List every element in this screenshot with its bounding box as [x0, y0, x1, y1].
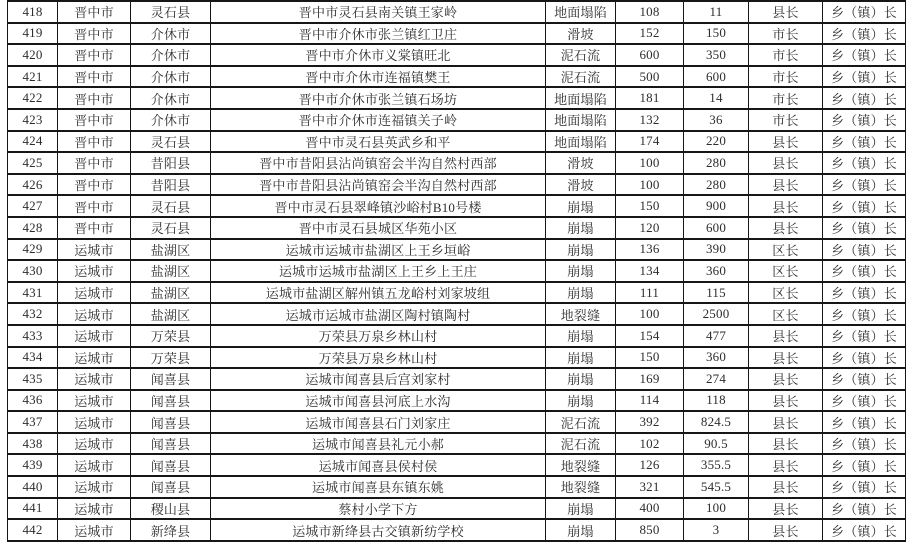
row-number-cell: 430 [8, 260, 58, 282]
value1-cell: 136 [616, 239, 684, 261]
row-number-cell: 432 [8, 303, 58, 325]
table-row [8, 260, 906, 282]
row-number-cell: 441 [8, 498, 58, 520]
hazard-type-cell: 崩塌 [546, 260, 616, 282]
township-leader-cell: 乡（镇）长 [823, 433, 906, 455]
location-cell: 运城市闻喜县东镇东姚 [211, 476, 546, 498]
township-leader-cell: 乡（镇）长 [823, 44, 906, 66]
value2-cell: 390 [684, 239, 749, 261]
table-row [8, 368, 906, 390]
township-leader-cell: 乡（镇）长 [823, 195, 906, 217]
township-leader-cell: 乡（镇）长 [823, 1, 906, 23]
county-cell: 闻喜县 [131, 476, 211, 498]
city-cell: 晋中市 [58, 174, 131, 196]
row-number-cell: 442 [8, 519, 58, 541]
value1-cell: 150 [616, 195, 684, 217]
county-cell: 闻喜县 [131, 433, 211, 455]
value1-cell: 600 [616, 44, 684, 66]
value2-cell: 90.5 [684, 433, 749, 455]
township-leader-cell: 乡（镇）长 [823, 87, 906, 109]
location-cell: 万荣县万泉乡林山村 [211, 347, 546, 369]
table-row [8, 303, 906, 325]
value2-cell: 2500 [684, 303, 749, 325]
value1-cell: 154 [616, 325, 684, 347]
township-leader-cell: 乡（镇）长 [823, 282, 906, 304]
leader-cell: 市长 [749, 23, 823, 45]
hazard-type-cell: 崩塌 [546, 217, 616, 239]
value1-cell: 100 [616, 174, 684, 196]
location-cell: 晋中市灵石县英武乡和平 [211, 131, 546, 153]
township-leader-cell: 乡（镇）长 [823, 498, 906, 520]
value1-cell: 100 [616, 303, 684, 325]
city-cell: 运城市 [58, 303, 131, 325]
value1-cell: 181 [616, 87, 684, 109]
hazard-type-cell: 崩塌 [546, 368, 616, 390]
leader-cell: 县长 [749, 433, 823, 455]
hazard-type-cell: 地面塌陷 [546, 131, 616, 153]
row-number-cell: 427 [8, 195, 58, 217]
value1-cell: 134 [616, 260, 684, 282]
table-row [8, 109, 906, 131]
township-leader-cell: 乡（镇）长 [823, 347, 906, 369]
hazard-type-cell: 滑坡 [546, 23, 616, 45]
location-cell: 晋中市灵石县南关镇王家岭 [211, 1, 546, 23]
value2-cell: 360 [684, 260, 749, 282]
city-cell: 晋中市 [58, 152, 131, 174]
location-cell: 运城市运城市盐湖区上王乡上王庄 [211, 260, 546, 282]
city-cell: 晋中市 [58, 217, 131, 239]
hazard-type-cell: 泥石流 [546, 411, 616, 433]
table-row [8, 174, 906, 196]
leader-cell: 区长 [749, 303, 823, 325]
value1-cell: 111 [616, 282, 684, 304]
county-cell: 盐湖区 [131, 282, 211, 304]
hazard-type-cell: 地裂缝 [546, 476, 616, 498]
value2-cell: 274 [684, 368, 749, 390]
table-row [8, 390, 906, 412]
city-cell: 晋中市 [58, 23, 131, 45]
leader-cell: 市长 [749, 66, 823, 88]
county-cell: 灵石县 [131, 131, 211, 153]
county-cell: 闻喜县 [131, 390, 211, 412]
table-row [8, 195, 906, 217]
row-number-cell: 437 [8, 411, 58, 433]
row-number-cell: 436 [8, 390, 58, 412]
city-cell: 运城市 [58, 282, 131, 304]
row-number-cell: 423 [8, 109, 58, 131]
location-cell: 晋中市灵石县城区华苑小区 [211, 217, 546, 239]
city-cell: 运城市 [58, 239, 131, 261]
table-row [8, 217, 906, 239]
value1-cell: 108 [616, 1, 684, 23]
leader-cell: 市长 [749, 109, 823, 131]
township-leader-cell: 乡（镇）长 [823, 239, 906, 261]
value2-cell: 824.5 [684, 411, 749, 433]
city-cell: 运城市 [58, 368, 131, 390]
county-cell: 稷山县 [131, 498, 211, 520]
location-cell: 运城市盐湖区解州镇五龙峪村刘家坡组 [211, 282, 546, 304]
row-number-cell: 418 [8, 1, 58, 23]
location-cell: 运城市闻喜县河底上水沟 [211, 390, 546, 412]
hazard-type-cell: 崩塌 [546, 347, 616, 369]
city-cell: 晋中市 [58, 44, 131, 66]
value1-cell: 100 [616, 152, 684, 174]
county-cell: 万荣县 [131, 347, 211, 369]
leader-cell: 县长 [749, 131, 823, 153]
row-number-cell: 426 [8, 174, 58, 196]
value2-cell: 900 [684, 195, 749, 217]
table-row [8, 66, 906, 88]
location-cell: 晋中市灵石县翠峰镇沙峪村B10号楼 [211, 195, 546, 217]
hazard-type-cell: 崩塌 [546, 239, 616, 261]
township-leader-cell: 乡（镇）长 [823, 303, 906, 325]
value2-cell: 3 [684, 519, 749, 541]
location-cell: 晋中市介休市张兰镇红卫庄 [211, 23, 546, 45]
leader-cell: 县长 [749, 390, 823, 412]
county-cell: 灵石县 [131, 217, 211, 239]
hazard-type-cell: 泥石流 [546, 66, 616, 88]
location-cell: 晋中市介休市连福镇关子岭 [211, 109, 546, 131]
township-leader-cell: 乡（镇）长 [823, 131, 906, 153]
value2-cell: 118 [684, 390, 749, 412]
leader-cell: 县长 [749, 174, 823, 196]
location-cell: 运城市闻喜县礼元小郝 [211, 433, 546, 455]
county-cell: 灵石县 [131, 1, 211, 23]
table-row [8, 476, 906, 498]
township-leader-cell: 乡（镇）长 [823, 260, 906, 282]
document-sheet [7, 0, 906, 542]
county-cell: 万荣县 [131, 325, 211, 347]
county-cell: 介休市 [131, 44, 211, 66]
row-number-cell: 421 [8, 66, 58, 88]
county-cell: 昔阳县 [131, 152, 211, 174]
leader-cell: 县长 [749, 347, 823, 369]
value2-cell: 280 [684, 152, 749, 174]
hazard-type-cell: 崩塌 [546, 519, 616, 541]
leader-cell: 县长 [749, 217, 823, 239]
table-row [8, 454, 906, 476]
value1-cell: 150 [616, 347, 684, 369]
value2-cell: 36 [684, 109, 749, 131]
row-number-cell: 440 [8, 476, 58, 498]
city-cell: 运城市 [58, 390, 131, 412]
township-leader-cell: 乡（镇）长 [823, 325, 906, 347]
table-row [8, 87, 906, 109]
location-cell: 晋中市介休市义棠镇旺北 [211, 44, 546, 66]
location-cell: 运城市闻喜县后宫刘家村 [211, 368, 546, 390]
township-leader-cell: 乡（镇）长 [823, 174, 906, 196]
leader-cell: 县长 [749, 368, 823, 390]
hazard-type-cell: 崩塌 [546, 325, 616, 347]
row-number-cell: 438 [8, 433, 58, 455]
value1-cell: 152 [616, 23, 684, 45]
township-leader-cell: 乡（镇）长 [823, 390, 906, 412]
leader-cell: 县长 [749, 411, 823, 433]
value1-cell: 169 [616, 368, 684, 390]
leader-cell: 县长 [749, 152, 823, 174]
city-cell: 运城市 [58, 433, 131, 455]
hazard-type-cell: 崩塌 [546, 282, 616, 304]
value2-cell: 220 [684, 131, 749, 153]
leader-cell: 县长 [749, 1, 823, 23]
hazard-table-body [8, 1, 906, 541]
township-leader-cell: 乡（镇）长 [823, 66, 906, 88]
row-number-cell: 435 [8, 368, 58, 390]
table-row [8, 282, 906, 304]
location-cell: 运城市闻喜县侯村侯 [211, 454, 546, 476]
location-cell: 蔡村小学下方 [211, 498, 546, 520]
hazard-type-cell: 滑坡 [546, 152, 616, 174]
city-cell: 运城市 [58, 454, 131, 476]
hazard-type-cell: 泥石流 [546, 433, 616, 455]
leader-cell: 县长 [749, 454, 823, 476]
county-cell: 盐湖区 [131, 260, 211, 282]
location-cell: 晋中市介休市连福镇樊王 [211, 66, 546, 88]
value2-cell: 280 [684, 174, 749, 196]
location-cell: 晋中市昔阳县沾尚镇窑会半沟自然村西部 [211, 174, 546, 196]
value1-cell: 120 [616, 217, 684, 239]
table-row [8, 347, 906, 369]
value2-cell: 360 [684, 347, 749, 369]
location-cell: 运城市新绛县古交镇新纺学校 [211, 519, 546, 541]
table-row [8, 23, 906, 45]
city-cell: 运城市 [58, 325, 131, 347]
location-cell: 运城市闻喜县石门刘家庄 [211, 411, 546, 433]
value2-cell: 14 [684, 87, 749, 109]
township-leader-cell: 乡（镇）长 [823, 109, 906, 131]
leader-cell: 市长 [749, 44, 823, 66]
hazard-type-cell: 地裂缝 [546, 454, 616, 476]
county-cell: 闻喜县 [131, 454, 211, 476]
table-row [8, 411, 906, 433]
township-leader-cell: 乡（镇）长 [823, 519, 906, 541]
row-number-cell: 422 [8, 87, 58, 109]
row-number-cell: 431 [8, 282, 58, 304]
table-row [8, 131, 906, 153]
city-cell: 晋中市 [58, 66, 131, 88]
city-cell: 晋中市 [58, 195, 131, 217]
leader-cell: 县长 [749, 519, 823, 541]
value2-cell: 115 [684, 282, 749, 304]
county-cell: 盐湖区 [131, 303, 211, 325]
table-row [8, 519, 906, 541]
county-cell: 新绛县 [131, 519, 211, 541]
leader-cell: 市长 [749, 87, 823, 109]
row-number-cell: 425 [8, 152, 58, 174]
leader-cell: 区长 [749, 239, 823, 261]
row-number-cell: 433 [8, 325, 58, 347]
value1-cell: 392 [616, 411, 684, 433]
value2-cell: 545.5 [684, 476, 749, 498]
table-row [8, 1, 906, 23]
table-row [8, 239, 906, 261]
value1-cell: 102 [616, 433, 684, 455]
value1-cell: 850 [616, 519, 684, 541]
city-cell: 运城市 [58, 498, 131, 520]
row-number-cell: 424 [8, 131, 58, 153]
city-cell: 晋中市 [58, 1, 131, 23]
hazard-type-cell: 地面塌陷 [546, 109, 616, 131]
value2-cell: 350 [684, 44, 749, 66]
leader-cell: 区长 [749, 282, 823, 304]
city-cell: 运城市 [58, 476, 131, 498]
county-cell: 盐湖区 [131, 239, 211, 261]
value1-cell: 114 [616, 390, 684, 412]
value2-cell: 600 [684, 66, 749, 88]
county-cell: 介休市 [131, 87, 211, 109]
row-number-cell: 429 [8, 239, 58, 261]
hazard-type-cell: 地面塌陷 [546, 87, 616, 109]
city-cell: 晋中市 [58, 109, 131, 131]
table-row [8, 498, 906, 520]
value2-cell: 600 [684, 217, 749, 239]
township-leader-cell: 乡（镇）长 [823, 454, 906, 476]
row-number-cell: 428 [8, 217, 58, 239]
county-cell: 介休市 [131, 109, 211, 131]
county-cell: 闻喜县 [131, 368, 211, 390]
table-row [8, 44, 906, 66]
township-leader-cell: 乡（镇）长 [823, 217, 906, 239]
hazard-type-cell: 崩塌 [546, 390, 616, 412]
value1-cell: 132 [616, 109, 684, 131]
city-cell: 晋中市 [58, 131, 131, 153]
value1-cell: 321 [616, 476, 684, 498]
leader-cell: 县长 [749, 195, 823, 217]
row-number-cell: 434 [8, 347, 58, 369]
location-cell: 运城市运城市盐湖区陶村镇陶村 [211, 303, 546, 325]
county-cell: 介休市 [131, 66, 211, 88]
hazard-type-cell: 崩塌 [546, 498, 616, 520]
township-leader-cell: 乡（镇）长 [823, 476, 906, 498]
value2-cell: 355.5 [684, 454, 749, 476]
value1-cell: 400 [616, 498, 684, 520]
leader-cell: 县长 [749, 498, 823, 520]
table-row [8, 325, 906, 347]
value1-cell: 126 [616, 454, 684, 476]
city-cell: 晋中市 [58, 87, 131, 109]
township-leader-cell: 乡（镇）长 [823, 23, 906, 45]
value2-cell: 11 [684, 1, 749, 23]
township-leader-cell: 乡（镇）长 [823, 368, 906, 390]
township-leader-cell: 乡（镇）长 [823, 411, 906, 433]
table-row [8, 152, 906, 174]
row-number-cell: 420 [8, 44, 58, 66]
city-cell: 运城市 [58, 260, 131, 282]
hazard-registry-table [7, 0, 906, 542]
leader-cell: 区长 [749, 260, 823, 282]
location-cell: 运城市运城市盐湖区上王乡垣峪 [211, 239, 546, 261]
county-cell: 灵石县 [131, 195, 211, 217]
row-number-cell: 419 [8, 23, 58, 45]
value2-cell: 150 [684, 23, 749, 45]
location-cell: 晋中市介休市张兰镇石场坊 [211, 87, 546, 109]
city-cell: 运城市 [58, 347, 131, 369]
leader-cell: 县长 [749, 476, 823, 498]
county-cell: 闻喜县 [131, 411, 211, 433]
county-cell: 昔阳县 [131, 174, 211, 196]
value1-cell: 500 [616, 66, 684, 88]
hazard-type-cell: 崩塌 [546, 195, 616, 217]
city-cell: 运城市 [58, 519, 131, 541]
leader-cell: 县长 [749, 325, 823, 347]
county-cell: 介休市 [131, 23, 211, 45]
hazard-type-cell: 地面塌陷 [546, 1, 616, 23]
value2-cell: 100 [684, 498, 749, 520]
city-cell: 运城市 [58, 411, 131, 433]
hazard-type-cell: 泥石流 [546, 44, 616, 66]
hazard-type-cell: 地裂缝 [546, 303, 616, 325]
row-number-cell: 439 [8, 454, 58, 476]
location-cell: 晋中市昔阳县沾尚镇窑会半沟自然村西部 [211, 152, 546, 174]
township-leader-cell: 乡（镇）长 [823, 152, 906, 174]
hazard-type-cell: 滑坡 [546, 174, 616, 196]
value2-cell: 477 [684, 325, 749, 347]
table-row [8, 433, 906, 455]
value1-cell: 174 [616, 131, 684, 153]
location-cell: 万荣县万泉乡林山村 [211, 325, 546, 347]
